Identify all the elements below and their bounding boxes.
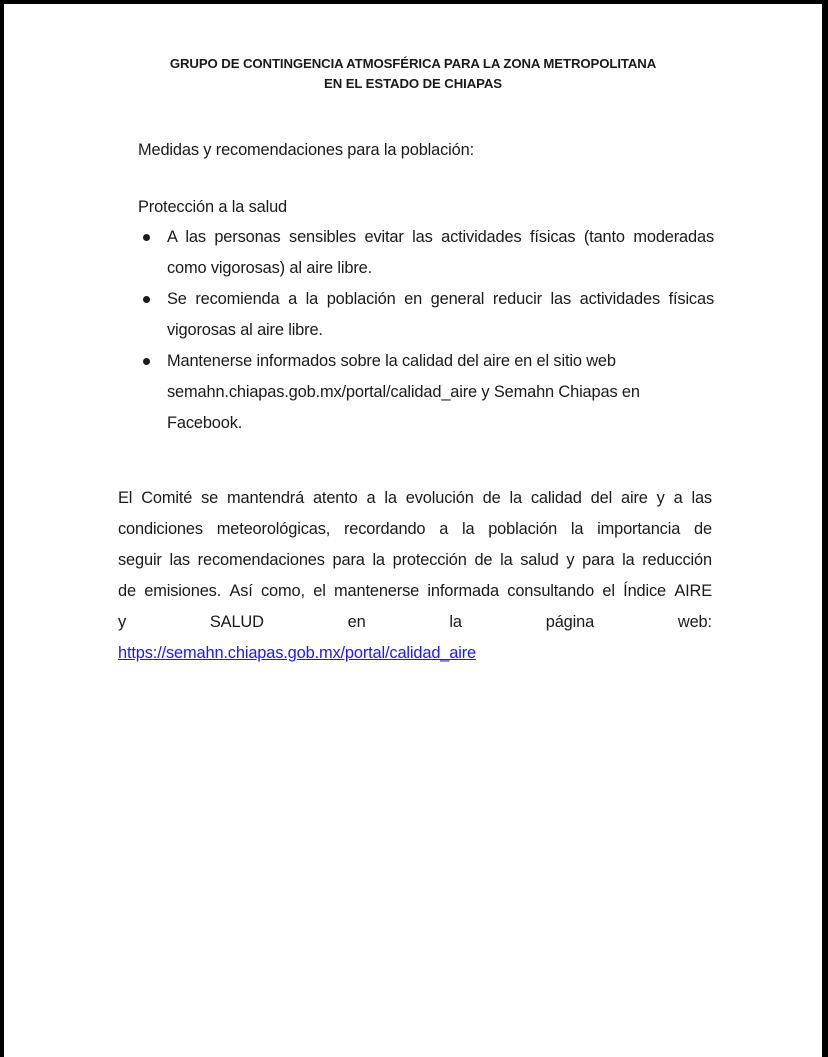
paragraph-word: la xyxy=(570,520,584,538)
list-item xyxy=(138,346,714,439)
paragraph-line xyxy=(118,483,712,514)
paragraph-word: la xyxy=(500,551,513,569)
paragraph-word: y xyxy=(118,613,127,631)
paragraph-word: para xyxy=(332,551,365,569)
paragraph-word: el xyxy=(602,582,615,600)
list-item-line: Facebook. xyxy=(167,414,243,432)
paragraph-word: SALUD xyxy=(209,613,264,631)
paragraph-word: el xyxy=(313,582,326,600)
recommendations-list xyxy=(138,222,714,439)
paragraph-word: la xyxy=(449,613,462,631)
list-item-line: vigorosas al aire libre. xyxy=(167,321,323,339)
paragraph-word: reducción xyxy=(642,551,712,569)
paragraph-word: población xyxy=(488,520,558,538)
section-heading: Protección a la salud xyxy=(138,198,288,216)
paragraph-word: meteorológicas, xyxy=(216,520,331,538)
paragraph-word: de xyxy=(693,520,712,538)
paragraph-word: las xyxy=(169,551,190,569)
paragraph-word: mantendrá xyxy=(227,489,305,507)
paragraph-word: de xyxy=(474,551,493,569)
paragraph-word: El xyxy=(118,489,133,507)
paragraph-word: recomendaciones xyxy=(197,551,325,569)
title-line-1: GRUPO DE CONTINGENCIA ATMOSFÉRICA PARA LA ZONA METROPOLITANA xyxy=(169,56,657,71)
bullet-icon xyxy=(143,234,150,241)
paragraph-word: y xyxy=(566,551,575,569)
paragraph-word: calidad xyxy=(530,489,582,507)
paragraph-word: del xyxy=(590,489,613,507)
paragraph-word: condiciones xyxy=(118,520,203,538)
paragraph-line xyxy=(118,514,712,545)
calidad-aire-link[interactable]: https://semahn.chiapas.gob.mx/portal/calidad_aire xyxy=(118,644,477,662)
paragraph-line xyxy=(118,638,712,669)
paragraph-word: las xyxy=(691,489,712,507)
paragraph-word: página xyxy=(545,613,595,631)
paragraph-word: mantenerse xyxy=(334,582,420,600)
bullet-icon xyxy=(143,296,150,303)
paragraph-word: protección xyxy=(392,551,467,569)
paragraph-word: Así xyxy=(229,582,253,600)
paragraph-word: la xyxy=(622,551,635,569)
paragraph-word: como, xyxy=(261,582,305,600)
paragraph-line xyxy=(118,576,712,607)
paragraph-word: y xyxy=(656,489,665,507)
paragraph-word: la xyxy=(372,551,385,569)
paragraph-word: emisiones. xyxy=(144,582,222,600)
paragraph-word: a xyxy=(673,489,683,507)
paragraph-word: la xyxy=(461,520,475,538)
list-item-line: semahn.chiapas.gob.mx/portal/calidad_aire y Semahn Chiapas en xyxy=(167,383,640,401)
paragraph-word: web: xyxy=(677,613,712,631)
paragraph-word: consultando xyxy=(507,582,595,600)
paragraph-word: de xyxy=(482,489,501,507)
paragraph-line xyxy=(118,545,712,576)
paragraph-word: Índice xyxy=(623,582,667,600)
document-page xyxy=(4,4,822,1057)
paragraph-word: a xyxy=(366,489,376,507)
intro-text: Medidas y recomendaciones para la población: xyxy=(138,141,474,159)
paragraph-line xyxy=(118,607,712,638)
paragraph-word: a xyxy=(439,520,449,538)
paragraph-word: evolución xyxy=(405,489,474,507)
document-title xyxy=(4,54,822,94)
list-item xyxy=(138,284,714,346)
list-item-line: A las personas sensibles evitar las actividades físicas (tanto moderadas xyxy=(167,228,714,246)
paragraph-word: la xyxy=(384,489,397,507)
paragraph-word: de xyxy=(118,582,136,600)
paragraph-word: importancia xyxy=(597,520,681,538)
paragraph-word: informada xyxy=(427,582,499,600)
bullet-icon xyxy=(143,358,150,365)
list-item xyxy=(138,222,714,284)
paragraph-word: seguir xyxy=(118,551,162,569)
paragraph-word: AIRE xyxy=(674,582,712,600)
paragraph-word: para xyxy=(582,551,615,569)
paragraph-word: atento xyxy=(312,489,358,507)
paragraph-word: recordando xyxy=(343,520,426,538)
paragraph-word: en xyxy=(347,613,366,631)
paragraph-word: la xyxy=(509,489,522,507)
paragraph-word: Comité xyxy=(141,489,193,507)
list-item-line: como vigorosas) al aire libre. xyxy=(167,259,373,277)
title-line-2: EN EL ESTADO DE CHIAPAS xyxy=(324,76,502,91)
list-item-line: Mantenerse informados sobre la calidad del aire en el sitio web xyxy=(167,352,616,370)
closing-paragraph xyxy=(118,483,712,669)
paragraph-word: aire xyxy=(620,489,648,507)
list-item-line: Se recomienda a la población en general reducir las actividades físicas xyxy=(167,290,714,308)
paragraph-word: se xyxy=(201,489,219,507)
paragraph-word: salud xyxy=(520,551,559,569)
